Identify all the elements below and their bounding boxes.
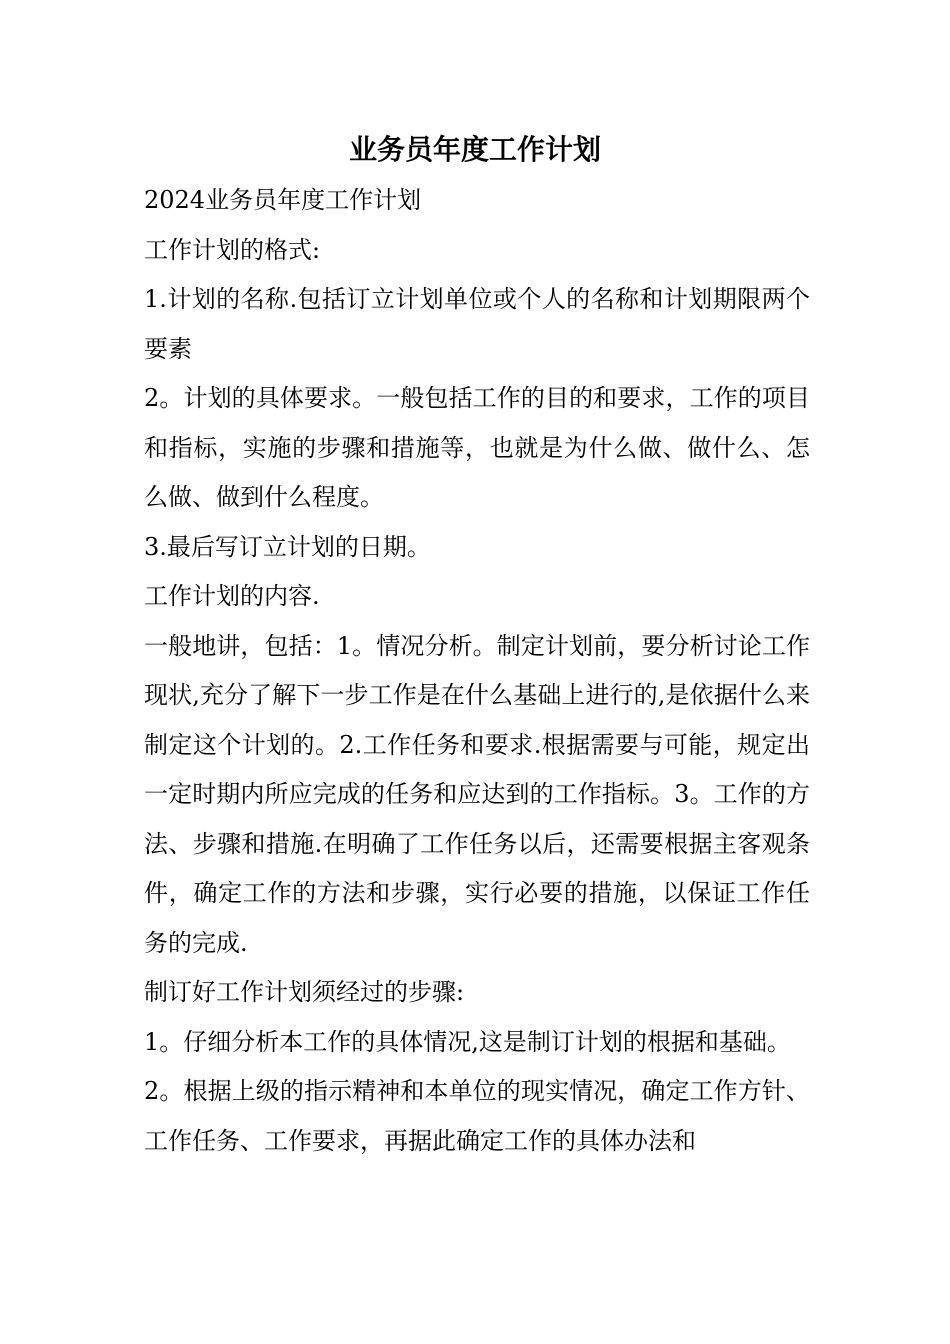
- paragraph: 制订好工作计划须经过的步骤:: [144, 978, 465, 1006]
- paragraph: 2。计划的具体要求。一般包括工作的目的和要求，工作的项目和指标，实施的步骤和措施等，也就是为什么做、做什么、怎么做、做到什么程度。: [144, 384, 810, 511]
- paragraph: 一般地讲，包括：1。情况分析。制定计划前，要分析讨论工作现状,充分了解下一步工作是在什么基础上进行的,是依据什么来制定这个计划的。2.工作任务和要求.根据需要与可能，规定出一定时期内所应完成的任务和应达到的工作指标。3。工作的方法、步骤和措施.在明确了工作任务以后，还需要根据主客观条件，确定工作的方法和步骤，实行必要的措施，以保证工作任务的完成.: [144, 631, 810, 957]
- document-body: [144, 176, 810, 1166]
- paragraph: 1。仔细分析本工作的具体情况,这是制订计划的根据和基础。: [144, 1027, 791, 1056]
- paragraph: 2。根据上级的指示精神和本单位的现实情况，确定工作方针、工作任务、工作要求，再据此确定工作的具体办法和: [144, 1077, 810, 1155]
- paragraph: 工作计划的内容.: [144, 582, 320, 610]
- document-title: 业务员年度工作计划: [348, 133, 601, 166]
- paragraph: 2024业务员年度工作计划: [144, 186, 422, 214]
- paragraph: 工作计划的格式:: [144, 235, 321, 264]
- paragraph: 1.计划的名称.包括订立计划单位或个人的名称和计划期限两个要素: [144, 285, 810, 363]
- paragraph: 3.最后写订立计划的日期。: [144, 532, 431, 561]
